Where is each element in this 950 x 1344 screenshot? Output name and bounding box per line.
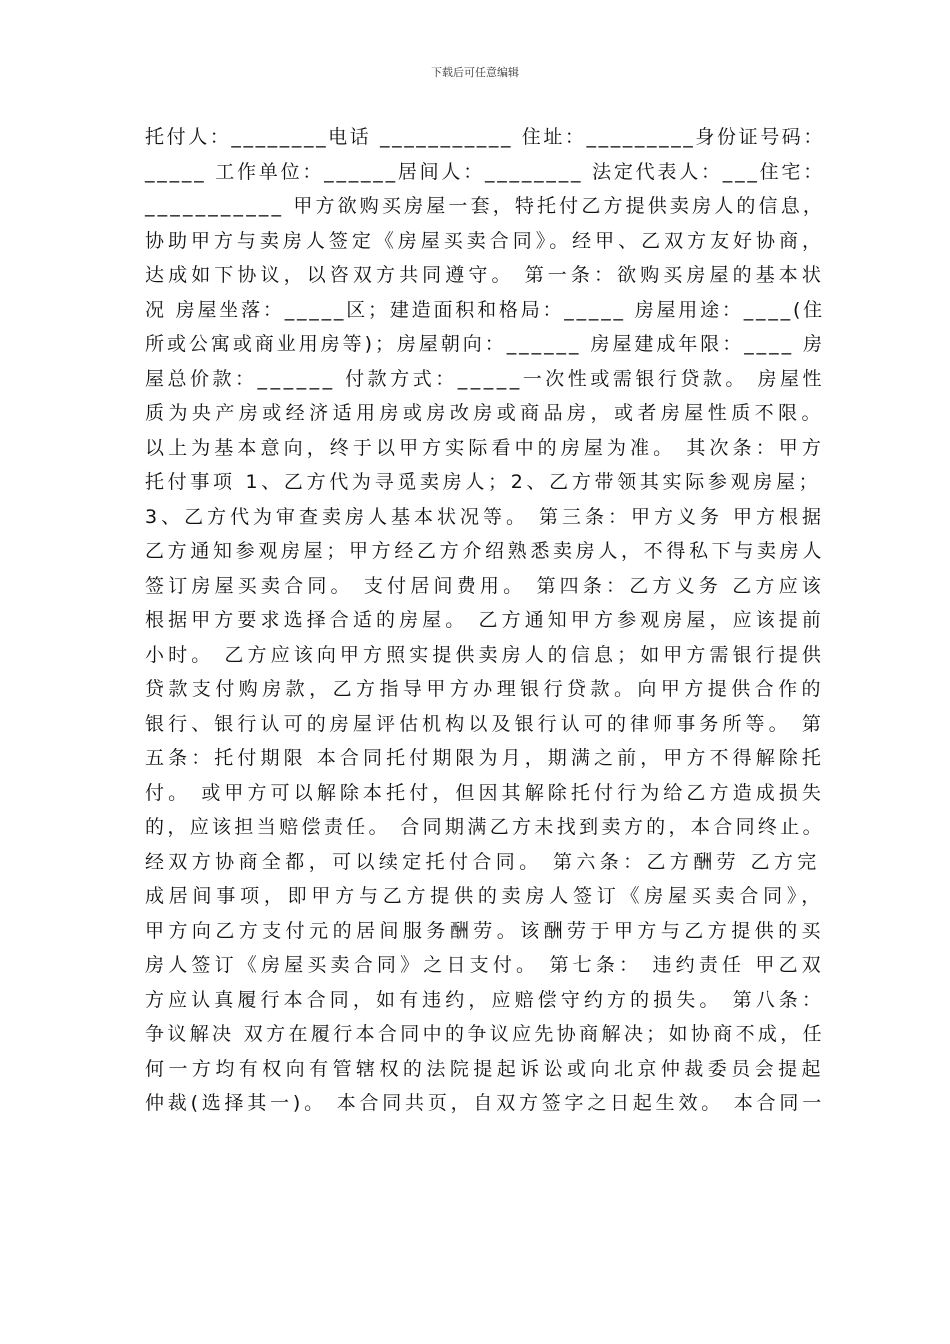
text-line: 仲裁(选择其一)。 本合同共页，自双方签字之日起生效。 本合同一	[145, 1092, 825, 1114]
text-line: 况 房屋坐落：_____区；建造面积和格局：_____ 房屋用途：____(住	[145, 298, 825, 321]
text-line: 3、乙方代为审查卖房人基本状况等。 第三条：甲方义务 甲方根据	[145, 505, 825, 528]
text-line: 质为央产房或经济适用房或房改房或商品房，或者房屋性质不限。	[145, 402, 825, 424]
page-header: 下载后可任意编辑	[431, 66, 519, 79]
text-line: 根据甲方要求选择合适的房屋。 乙方通知甲方参观房屋，应该提前	[145, 609, 825, 631]
text-line: _____ 工作单位：______居间人：________ 法定代表人：___住宅：	[145, 160, 825, 183]
text-line: ___________ 甲方欲购买房屋一套，特托付乙方提供卖房人的信息，	[145, 195, 825, 217]
text-line: 争议解决 双方在履行本合同中的争议应先协商解决；如协商不成，任	[145, 1023, 825, 1045]
text-line: 小时。 乙方应该向甲方照实提供卖房人的信息；如甲方需银行提供	[145, 643, 825, 666]
text-line: 贷款支付购房款，乙方指导甲方办理银行贷款。向甲方提供合作的	[145, 678, 825, 700]
text-line: 银行、银行认可的房屋评估机构以及银行认可的律师事务所等。 第	[145, 712, 825, 735]
text-line: 何一方均有权向有管辖权的法院提起诉讼或向北京仲裁委员会提起	[145, 1057, 825, 1080]
text-line: 托付事项 1、乙方代为寻觅卖房人；2、乙方带领其实际参观房屋；	[145, 471, 822, 493]
text-line: 的，应该担当赔偿责任。 合同期满乙方未找到卖方的，本合同终止。	[145, 816, 825, 838]
text-line: 成居间事项，即甲方与乙方提供的卖房人签订《房屋买卖合同》，	[145, 885, 825, 907]
text-line: 屋总价款：______ 付款方式：_____一次性或需银行贷款。 房屋性	[145, 367, 825, 390]
text-line: 所或公寓或商业用房等)；房屋朝向：______ 房屋建成年限：____ 房	[145, 333, 825, 355]
text-line: 房人签订《房屋买卖合同》之日支付。 第七条： 违约责任 甲乙双	[145, 954, 825, 976]
text-line: 托付人：________电话 ___________ 住址：_________身份证号码：	[145, 126, 825, 148]
text-line: 以上为基本意向，终于以甲方实际看中的房屋为准。 其次条：甲方	[145, 436, 825, 459]
document-body	[145, 120, 825, 1121]
text-line: 付。 或甲方可以解除本托付，但因其解除托付行为给乙方造成损失	[145, 781, 825, 804]
text-line: 五条：托付期限 本合同托付期限为月，期满之前，甲方不得解除托	[145, 747, 825, 769]
text-line: 经双方协商全都，可以续定托付合同。 第六条：乙方酬劳 乙方完	[145, 850, 821, 873]
text-line: 达成如下协议，以咨双方共同遵守。 第一条：欲购买房屋的基本状	[145, 264, 825, 286]
text-line: 甲方向乙方支付元的居间服务酬劳。该酬劳于甲方与乙方提供的买	[145, 919, 825, 942]
text-line: 乙方通知参观房屋；甲方经乙方介绍熟悉卖房人，不得私下与卖房人	[145, 540, 825, 562]
text-line: 签订房屋买卖合同。 支付居间费用。 第四条：乙方义务 乙方应该	[145, 574, 825, 597]
text-line: 方应认真履行本合同，如有违约，应赔偿守约方的损失。 第八条：	[145, 988, 825, 1011]
text-line: 协助甲方与卖房人签定《房屋买卖合同》。经甲、乙双方友好协商，	[145, 229, 825, 252]
